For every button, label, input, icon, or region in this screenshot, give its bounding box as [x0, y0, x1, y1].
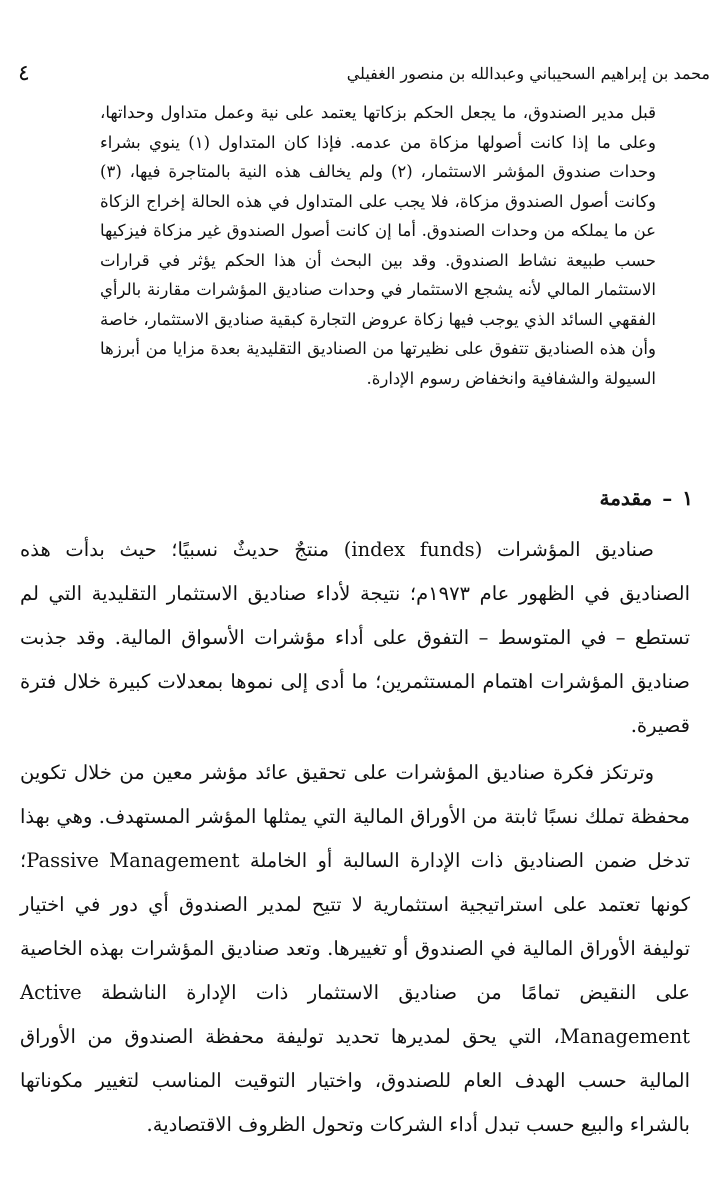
- body-paragraph-2: [20, 751, 690, 1147]
- abstract-paragraph: قبل مدير الصندوق، ما يجعل الحكم بزكاتها يعتمد على نية وعمل متداول وحداتها، وعلى ما إذا كانت أصولها مزكاة من عدمه. فإذا كان المتداول (١) ينوي بشراء وحدات صندوق المؤشر الاستثمار، (٢) ولم يخالف هذه النية بالمتاجرة فيها، (٣) وكانت أصول الصندوق مزكاة، فلا يجب على المتداول في هذه الحالة إخراج الزكاة عن ما يملكه من وحدات الصندوق. أما إن كانت أصول الصندوق غير مزكاة فيزكيها حسب طبيعة نشاط الصندوق. وقد بين البحث أن هذا الحكم يؤثر في قرارات الاستثمار المالي لأنه يشجع الاستثمار في وحدات صناديق المؤشرات مقارنة بالرأي الفقهي السائد الذي يوجب فيها زكاة عروض التجارة كبقية صناديق الاستثمار، خاصة وأن هذه الصناديق تتفوق على نظيرتها من الصناديق التقليدية بعدة مزايا من أبرزها السيولة والشفافية وانخفاض رسوم الإدارة.: [100, 103, 656, 388]
- section-title: مقدمة: [599, 486, 653, 510]
- page-number: ٤: [18, 60, 30, 86]
- running-header-authors: محمد بن إبراهيم السحيباني وعبدالله بن منصور الغفيلي: [346, 63, 710, 83]
- section-dash: –: [662, 486, 673, 510]
- body-paragraph-1: [20, 528, 690, 748]
- body-paragraph-1-text: صناديق المؤشرات (index funds) منتجٌ حديثٌ نسبيًا؛ حيث بدأت هذه الصناديق في الظهور عام ١٩٧٣م؛ نتيجة لأداء صناديق الاستثمار التقليدية التي لم تستطع – في المتوسط – التفوق على أداء مؤشرات الأسواق المالية. وقد جذبت صناديق المؤشرات اهتمام المستثمرين؛ ما أدى إلى نموها بمعدلات كبيرة خلال فترة قصيرة.: [20, 538, 690, 737]
- section-number: ١: [682, 486, 693, 510]
- section-heading: [599, 486, 693, 510]
- body-paragraph-2-text: وترتكز فكرة صناديق المؤشرات على تحقيق عائد مؤشر معين من خلال تكوين محفظة تملك نسبًا ثابتة من الأوراق المالية التي يمثلها المؤشر المستهدف. وهي بهذا تدخل ضمن الصناديق ذات الإدارة السالبة أو الخاملة Passive Management؛ كونها تعتمد على استراتيجية استثمارية لا تتيح لمدير الصندوق أي دور في اختيار توليفة الأوراق المالية في الصندوق أو تغييرها. وتعد صناديق المؤشرات بهذه الخاصية على النقيض تمامًا من صناديق الاستثمار ذات الإدارة الناشطة Active Management، التي يحق لمديرها تحديد توليفة محفظة الصندوق من الأوراق المالية حسب الهدف العام للصندوق، واختيار التوقيت المناسب لتغيير مكوناتها بالشراء والبيع حسب تبدل أداء الشركات وتحول الظروف الاقتصادية.: [20, 761, 690, 1136]
- running-header: [18, 58, 710, 88]
